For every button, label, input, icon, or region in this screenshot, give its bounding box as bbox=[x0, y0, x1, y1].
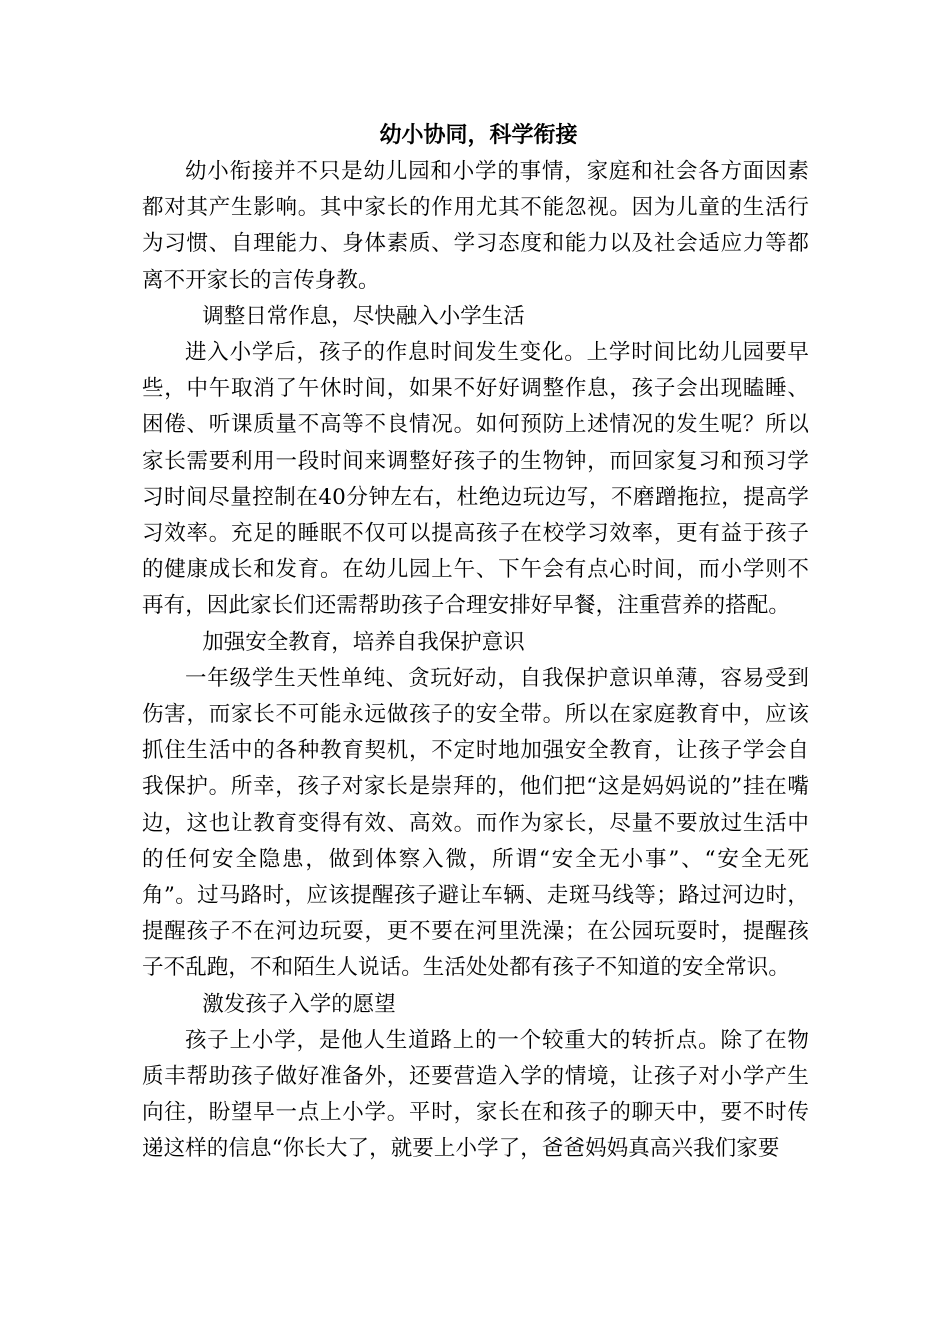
section-body-schedule: 进入小学后，孩子的作息时间发生变化。上学时间比幼儿园要早些，中午取消了午休时间，如果不好好调整作息，孩子会出现瞌睡、困倦、听课质量不高等不良情况。如何预防上述情况的发生呢？所以家长需要利用一段时间来调整好孩子的生物钟，而回家复习和预习学习时间尽量控制在40分钟左右，杜绝边玩边写，不磨蹭拖拉，提高学习效率。充足的睡眠不仅可以提高孩子在校学习效率，更有益于孩子的健康成长和发育。在幼儿园上午、下午会有点心时间，而小学则不再有，因此家长们还需帮助孩子合理安排好早餐，注重营养的搭配。 bbox=[142, 340, 809, 619]
document-title: 幼小协同，科学衔接 bbox=[379, 123, 578, 148]
document-body bbox=[142, 118, 809, 1168]
intro-paragraph: 幼小衔接并不只是幼儿园和小学的事情，家庭和社会各方面因素都对其产生影响。其中家长的作用尤其不能忽视。因为儿童的生活行为习惯、自理能力、身体素质、学习态度和能力以及社会适应力等都离不开家长的言传身教。 bbox=[142, 159, 809, 293]
section-heading-schedule: 调整日常作息，尽快融入小学生活 bbox=[202, 303, 525, 329]
section-body-motivation: 孩子上小学，是他人生道路上的一个较重大的转折点。除了在物质丰帮助孩子做好准备外，还要营造入学的情境，让孩子对小学产生向往，盼望早一点上小学。平时，家长在和孩子的聊天中，要不时传递这样的信息“你长大了，就要上小学了，爸爸妈妈真高兴我们家要 bbox=[142, 1027, 809, 1162]
section-heading-motivation: 激发孩子入学的愿望 bbox=[202, 991, 396, 1017]
section-body-safety: 一年级学生天性单纯、贪玩好动，自我保护意识单薄，容易受到伤害，而家长不可能永远做孩子的安全带。所以在家庭教育中，应该抓住生活中的各种教育契机，不定时地加强安全教育，让孩子学会自我保护。所幸，孩子对家长是崇拜的，他们把“这是妈妈说的”挂在嘴边，这也让教育变得有效、高效。而作为家长，尽量不要放过生活中的任何安全隐患，做到体察入微，所谓“安全无小事”、“安全无死角”。过马路时，应该提醒孩子避让车辆、走斑马线等；路过河边时，提醒孩子不在河边玩耍，更不要在河里洗澡；在公园玩耍时，提醒孩子不乱跑，不和陌生人说话。生活处处都有孩子不知道的安全常识。 bbox=[142, 665, 809, 981]
section-heading-safety: 加强安全教育，培养自我保护意识 bbox=[202, 629, 525, 655]
